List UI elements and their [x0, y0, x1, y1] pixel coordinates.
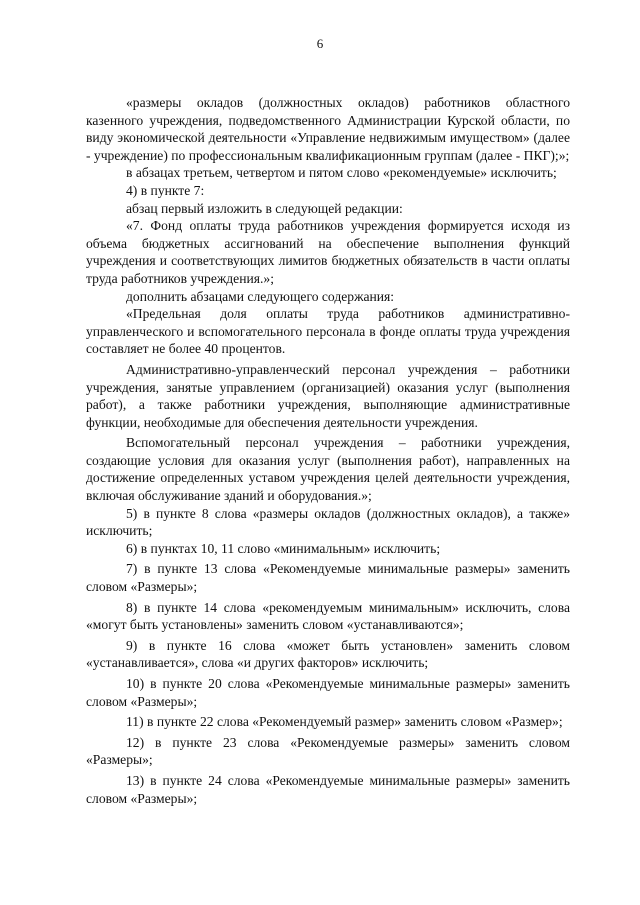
paragraph: «Предельная доля оплаты труда работников административно-управленческого и вспомогательного персонала в фонде оплаты труда учреждения составляет не более 40 процентов.: [86, 306, 570, 357]
paragraph: 5) в пункте 8 слова «размеры окладов (должностных окладов), а также» исключить;: [86, 505, 570, 539]
page-number: 6: [316, 36, 324, 51]
paragraph: дополнить абзацами следующего содержания:: [126, 288, 395, 304]
paragraph: 7) в пункте 13 слова «Рекомендуемые минимальные размеры» заменить словом «Размеры»;: [86, 561, 570, 595]
paragraph: 9) в пункте 16 слова «может быть установлен» заменить словом «устанавливается», слова «и других факторов» исключить;: [86, 637, 570, 671]
paragraph: 13) в пункте 24 слова «Рекомендуемые минимальные размеры» заменить словом «Размеры»;: [86, 772, 570, 806]
paragraph: 10) в пункте 20 слова «Рекомендуемые минимальные размеры» заменить словом «Размеры»;: [86, 676, 570, 709]
paragraph: Вспомогательный персонал учреждения – работники учреждения, создающие условия для оказания услуг (выполнения работ), направленных на достижение определенных уставом учреждения целей деятельности учреждения, включая обслуживание зданий и оборудования.»;: [86, 435, 570, 504]
paragraph: 11) в пункте 22 слова «Рекомендуемый размер» заменить словом «Размер»;: [126, 714, 563, 730]
paragraph: в абзацах третьем, четвертом и пятом слово «рекомендуемые» исключить;: [126, 165, 557, 181]
paragraph: «размеры окладов (должностных окладов) работников областного казенного учреждения, подведомственного Администрации Курской области, по виду экономической деятельности «Управление недвижимым имуществом» (далее - учреждение) по профессиональным квалификационным группам (далее - ПКГ);»;: [86, 95, 570, 163]
paragraph: 8) в пункте 14 слова «рекомендуемым минимальным» исключить, слова «могут быть установлены» заменить словом «устанавливаются»;: [86, 599, 570, 633]
paragraph: 12) в пункте 23 слова «Рекомендуемые размеры» заменить словом «Размеры»;: [86, 734, 570, 768]
document-body: [86, 94, 570, 807]
paragraph: абзац первый изложить в следующей редакции:: [126, 200, 403, 216]
paragraph: 4) в пункте 7:: [126, 182, 205, 198]
paragraph: Административно-управленческий персонал учреждения – работники учреждения, занятые управлением (организацией) оказания услуг (выполнения работ), а также работники учреждения, выполняющие административные функции, необходимые для обеспечения деятельности учреждения.: [86, 361, 570, 430]
paragraph: «7. Фонд оплаты труда работников учреждения формируется исходя из объема бюджетных ассигнований на обеспечение выполнения функций учреждения и соответствующих лимитов бюджетных обязательств в части оплаты труда работников учреждения.»;: [86, 218, 570, 286]
paragraph: 6) в пунктах 10, 11 слово «минимальным» исключить;: [126, 540, 441, 556]
